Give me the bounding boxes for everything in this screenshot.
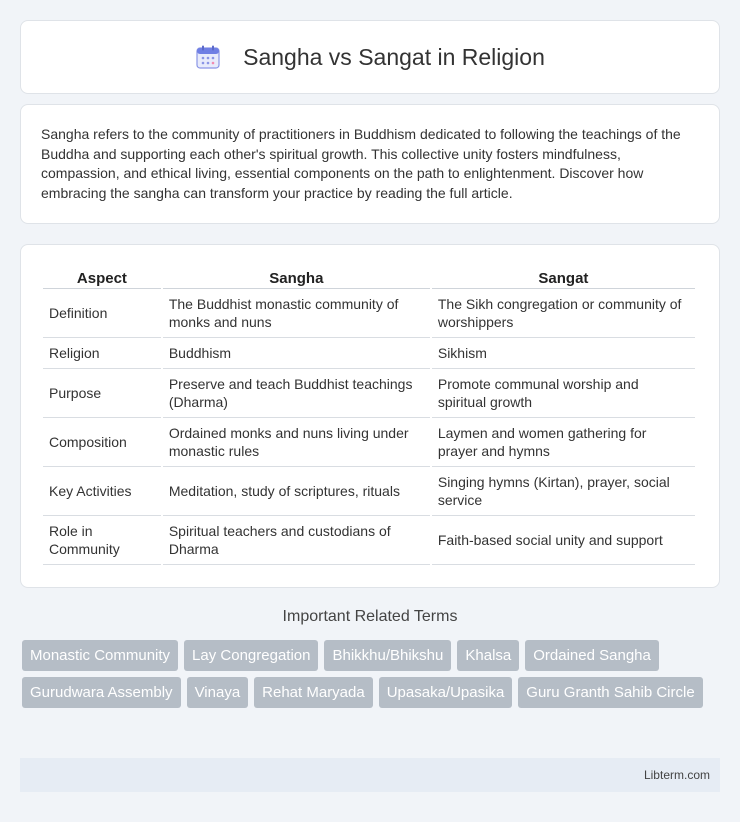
tag-upasaka-upasika[interactable]: Upasaka/Upasika [379,677,513,708]
table-cell: Spiritual teachers and custodians of Dharma [163,516,430,565]
table-cell: Key Activities [43,467,161,516]
table-cell: The Sikh congregation or community of worshippers [432,289,695,338]
tag-khalsa[interactable]: Khalsa [457,640,519,671]
table-cell: Definition [43,289,161,338]
table-row [43,516,695,565]
table-cell: Purpose [43,369,161,418]
related-terms-tags [22,640,722,714]
table-cell: Role in Community [43,516,161,565]
table-cell: Buddhism [163,338,430,369]
page-title: Sangha vs Sangat in Religion [243,43,545,70]
tag-ordained-sangha[interactable]: Ordained Sangha [525,640,659,671]
footer-brand[interactable]: Libterm.com [643,768,710,782]
table-row [43,418,695,467]
comparison-table [41,263,697,565]
tag-rehat-maryada[interactable]: Rehat Maryada [254,677,373,708]
table-cell: Faith-based social unity and support [432,516,695,565]
table-cell: Laymen and women gathering for prayer and hymns [432,418,695,467]
header-sangat: Sangat [432,263,695,289]
related-terms-title: Important Related Terms [282,608,458,625]
header-aspect: Aspect [43,263,161,289]
calendar-icon [195,44,221,70]
footer [20,758,720,792]
table-row [43,338,695,369]
table-cell: Preserve and teach Buddhist teachings (Dharma) [163,369,430,418]
table-cell: Meditation, study of scriptures, rituals [163,467,430,516]
table-row [43,289,695,338]
tag-gurudwara-assembly[interactable]: Gurudwara Assembly [22,677,181,708]
tag-bhikkhu-bhikshu[interactable]: Bhikkhu/Bhikshu [324,640,451,671]
table-row [43,369,695,418]
tag-vinaya[interactable]: Vinaya [187,677,249,708]
table-cell: Singing hymns (Kirtan), prayer, social service [432,467,695,516]
table-cell: Ordained monks and nuns living under monastic rules [163,418,430,467]
header-sangha: Sangha [163,263,430,289]
tag-guru-granth-sahib-circle[interactable]: Guru Granth Sahib Circle [518,677,702,708]
table-cell: Sikhism [432,338,695,369]
table-row [43,467,695,516]
table-cell: Composition [43,418,161,467]
intro-card [20,104,720,224]
header-card [20,20,720,94]
table-header-row [43,263,695,289]
table-cell: Religion [43,338,161,369]
table-cell: The Buddhist monastic community of monks and nuns [163,289,430,338]
comparison-table-card [20,244,720,588]
tag-lay-congregation[interactable]: Lay Congregation [184,640,318,671]
intro-text: Sangha refers to the community of practitioners in Buddhism dedicated to following the teachings of the Buddha and supporting each other's spiritual growth. This collective unity fosters mindfulness, compassion, and ethical living, essential components on the path to enlightenment. Discover how embracing the sangha can transform your practice by reading the full article. [41,126,681,201]
tag-monastic-community[interactable]: Monastic Community [22,640,178,671]
table-cell: Promote communal worship and spiritual growth [432,369,695,418]
